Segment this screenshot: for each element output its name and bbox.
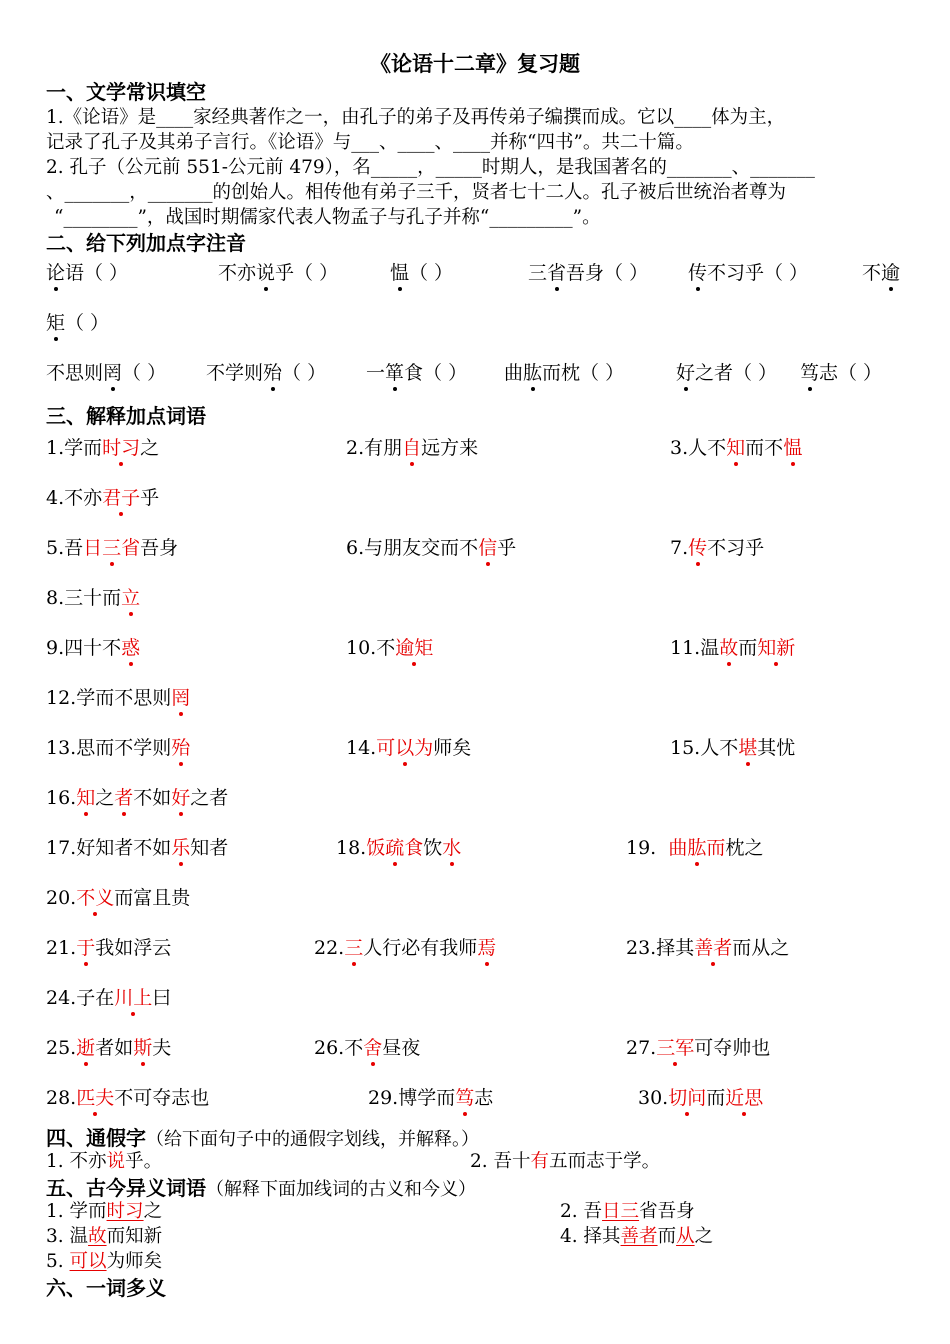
- explain-item: 18.饭疏食饮水: [336, 833, 461, 860]
- pinyin-item: 不学则殆（ ）: [206, 358, 326, 385]
- section-1-heading: 一、文学常识填空: [46, 80, 206, 104]
- explain-item: 6.与朋友交而不信乎: [346, 533, 516, 560]
- explain-item: 29.博学而笃志: [368, 1083, 493, 1110]
- explain-item: 17.好知者不如乐知者: [46, 833, 228, 860]
- gujin-item: 3. 温故而知新: [46, 1226, 163, 1247]
- gujin-item: 2. 吾日三省吾身: [560, 1201, 695, 1222]
- section-2-heading: 二、给下列加点字注音: [46, 231, 246, 255]
- pinyin-item: 一箪食（ ）: [366, 358, 467, 385]
- section-1-line: “________”，战国时期儒家代表人物孟子与孔子并称“_________”。: [54, 207, 601, 228]
- explain-item: 15.人不堪其忧: [670, 733, 795, 760]
- explain-item: 16.知之者不如好之者: [46, 783, 228, 810]
- explain-item: 8.三十而立: [46, 583, 140, 610]
- explain-item: 24.子在川上曰: [46, 983, 171, 1010]
- page-title: 《论语十二章》复习题: [370, 52, 580, 76]
- explain-item: 28.匹夫不可夺志也: [46, 1083, 209, 1110]
- explain-item: 2.有朋自远方来: [346, 433, 478, 460]
- explain-item: 27.三军可夺帅也: [626, 1033, 770, 1060]
- explain-item: 10.不逾矩: [346, 633, 433, 660]
- section-3-heading: 三、解释加点词语: [46, 404, 206, 428]
- pinyin-item: 不逾: [862, 258, 900, 285]
- explain-item: 19. 曲肱而枕之: [626, 833, 763, 860]
- explain-item: 20.不义而富且贵: [46, 883, 190, 910]
- explain-item: 4.不亦君子乎: [46, 483, 159, 510]
- section-1-line: 记录了孔子及其弟子言行。《论语》与___、____、____并称“四书”。共二十篇。: [46, 132, 694, 153]
- section-4-heading: 四、通假字（给下面句子中的通假字划线，并解释。）: [46, 1126, 479, 1150]
- explain-item: 3.人不知而不愠: [670, 433, 802, 460]
- explain-item: 23.择其善者而从之: [626, 933, 789, 960]
- pinyin-item: 曲肱而枕（ ）: [504, 358, 624, 385]
- pinyin-item: 论语（ ）: [46, 258, 128, 285]
- pinyin-item: 不思则罔（ ）: [46, 358, 166, 385]
- pinyin-item: 愠（ ）: [390, 258, 453, 285]
- explain-item: 9.四十不惑: [46, 633, 140, 660]
- pinyin-item: 好之者（ ）: [676, 358, 777, 385]
- explain-item: 22.三人行必有我师焉: [314, 933, 496, 960]
- gujin-item: 4. 择其善者而从之: [560, 1226, 714, 1247]
- explain-item: 1.学而时习之: [46, 433, 159, 460]
- explain-item: 5.吾日三省吾身: [46, 533, 178, 560]
- explain-item: 11.温故而知新: [670, 633, 795, 660]
- pinyin-item: 传不习乎（ ）: [688, 258, 808, 285]
- gujin-item: 5. 可以为师矣: [46, 1251, 163, 1272]
- tongjia-item: 2. 吾十有五而志于学。: [470, 1151, 661, 1172]
- section-5-heading: 五、古今异义词语（解释下面加线词的古义和今义）: [46, 1176, 476, 1200]
- gujin-item: 1. 学而时习之: [46, 1201, 163, 1222]
- section-1-line: 2. 孔子（公元前 551-公元前 479），名_____，_____时期人，是我国著名的_______、_______: [46, 157, 815, 178]
- explain-item: 7.传不习乎: [670, 533, 764, 560]
- explain-item: 12.学而不思则罔: [46, 683, 190, 710]
- section-6-heading: 六、一词多义: [46, 1276, 166, 1300]
- explain-item: 21.于我如浮云: [46, 933, 171, 960]
- explain-item: 13.思而不学则殆: [46, 733, 190, 760]
- explain-item: 30.切问而近思: [638, 1083, 763, 1110]
- pinyin-item: 矩（ ）: [46, 308, 109, 335]
- section-1-line: 、_______，_______的创始人。相传他有弟子三千，贤者七十二人。孔子被后世统治者尊为: [46, 182, 787, 203]
- pinyin-item: 不亦说乎（ ）: [218, 258, 338, 285]
- tongjia-item: 1. 不亦说乎。: [46, 1151, 163, 1172]
- explain-item: 25.逝者如斯夫: [46, 1033, 171, 1060]
- pinyin-item: 三省吾身（ ）: [528, 258, 648, 285]
- explain-item: 26.不舍昼夜: [314, 1033, 420, 1060]
- pinyin-item: 笃志（ ）: [800, 358, 882, 385]
- section-1-line: 1.《论语》是____家经典著作之一，由孔子的弟子及再传弟子编撰而成。它以____体为主，: [46, 107, 786, 128]
- explain-item: 14.可以为师矣: [346, 733, 471, 760]
